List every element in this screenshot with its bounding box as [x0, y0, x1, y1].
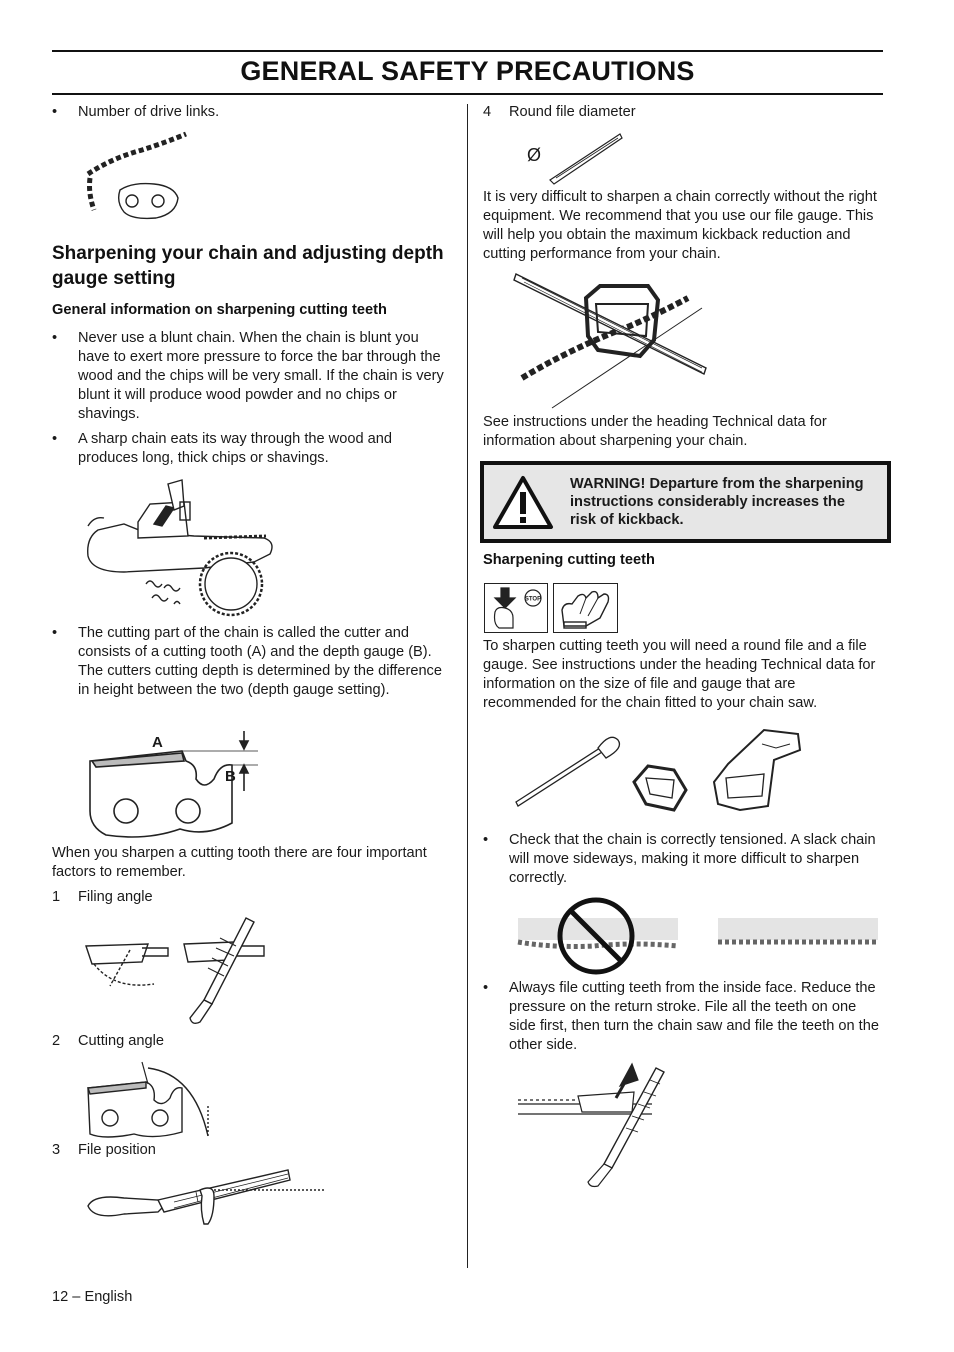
page-title: GENERAL SAFETY PRECAUTIONS	[240, 56, 695, 86]
drive-links-illustration	[82, 128, 192, 220]
round-file-illustration	[548, 130, 624, 186]
filing-angle-illustration	[84, 914, 274, 1028]
protective-gloves-icon	[556, 586, 614, 630]
chainsaw-cutting-illustration	[84, 476, 280, 616]
factor-file-position: 3 File position	[52, 1142, 156, 1158]
diameter-symbol: Ø	[527, 145, 542, 165]
chain-tension-comparison	[514, 896, 882, 976]
cutting-angle-illustration	[84, 1060, 214, 1140]
see-instructions-paragraph: See instructions under the heading Technical data for information about sharpening your chain.	[483, 414, 827, 449]
label-a: A	[152, 734, 163, 751]
subheading-sharpening: Sharpening cutting teeth	[483, 552, 655, 568]
warning-box	[480, 461, 891, 543]
header-rule-top	[52, 50, 883, 52]
label-b: B	[225, 768, 236, 785]
file-and-gauges-illustration	[514, 720, 808, 820]
stop-engine-icon	[487, 586, 545, 630]
stop-engine-icon-box	[484, 583, 548, 633]
factors-intro: When you sharpen a cutting tooth there are four important factors to remember.	[52, 845, 427, 880]
cutter-tooth-diagram	[86, 731, 258, 841]
factor-cutting-angle: 2 Cutting angle	[52, 1033, 165, 1049]
subheading-general-info: General information on sharpening cutting teeth	[52, 302, 387, 318]
section-heading: Sharpening your chain and adjusting depth gauge setting	[52, 243, 444, 289]
file-gauge-on-chain-illustration	[512, 268, 708, 414]
gloves-icon-box	[553, 583, 618, 633]
warning-text: WARNING! Departure from the sharpening instructions considerably increases the risk of kickback.	[570, 476, 864, 528]
sharpening-paragraph: To sharpen cutting teeth you will need a round file and a file gauge. See instructions under the heading Technical data for information on the size of file and gauge that are recommended for the chain fitted to your chain saw.	[483, 638, 876, 711]
filing-direction-illustration	[516, 1060, 656, 1190]
factor-round-file-diameter: 4 Round file diameter	[483, 104, 636, 120]
page-footer: 12 – English	[52, 1289, 133, 1305]
file-position-illustration	[84, 1166, 330, 1228]
factor-filing-angle: 1 Filing angle	[52, 889, 153, 905]
equipment-paragraph: It is very difficult to sharpen a chain correctly without the right equipment. We recommend that you use our file gauge. This will help you obtain the maximum kickback reduction and cutting performance from your chain.	[483, 189, 877, 262]
column-divider	[467, 104, 468, 1268]
stop-label: STOP	[524, 596, 542, 603]
warning-triangle-icon	[492, 475, 554, 531]
header-rule-bottom	[52, 93, 883, 95]
